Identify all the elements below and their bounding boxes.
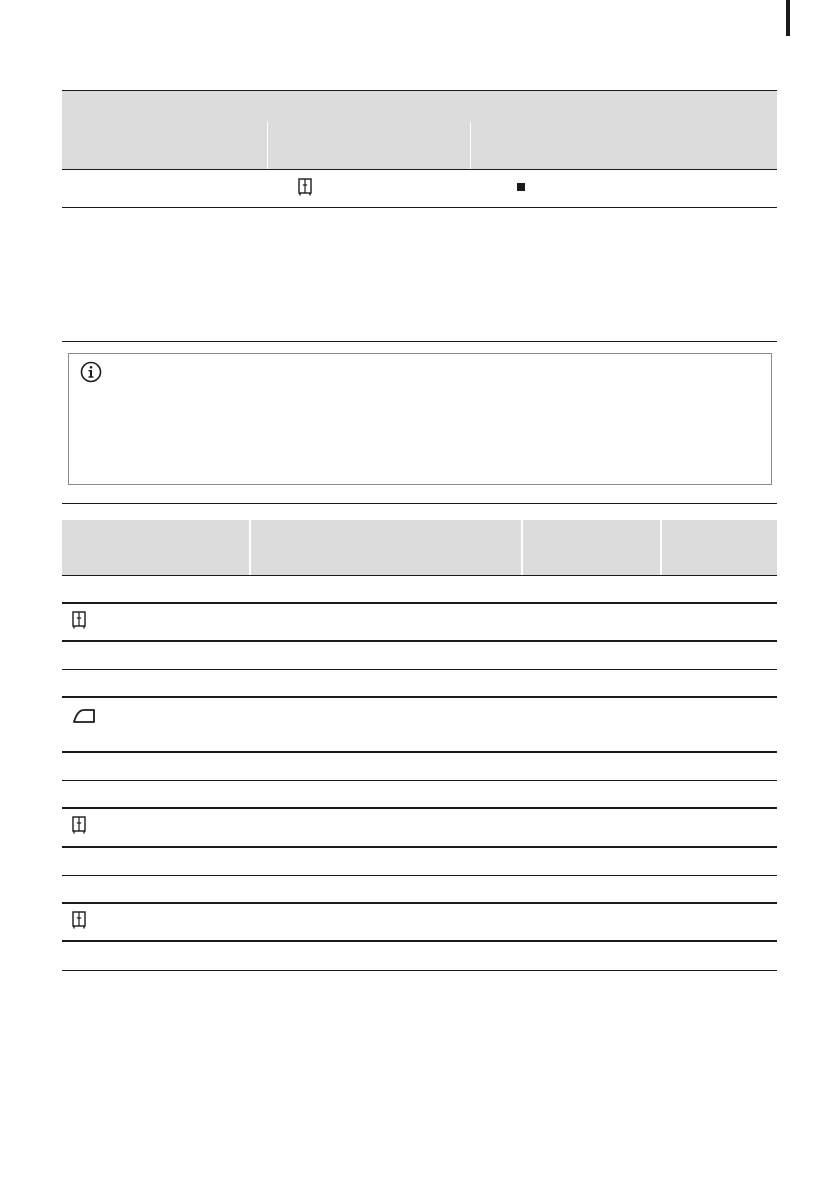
table2-row xyxy=(62,809,777,848)
table2-row xyxy=(62,876,777,904)
page-edge-marker xyxy=(786,0,790,36)
table2-col-divider xyxy=(521,520,523,575)
table2-row xyxy=(62,781,777,809)
table2-col-divider xyxy=(660,520,662,575)
cabinet-icon xyxy=(72,611,86,632)
table2-header xyxy=(62,520,777,576)
table1-header xyxy=(62,90,777,123)
table1-row xyxy=(62,170,777,208)
table2-row xyxy=(62,848,777,876)
table2-row xyxy=(62,904,777,942)
table1-subheader xyxy=(62,122,777,170)
table2-row xyxy=(62,942,777,971)
table2-row xyxy=(62,642,777,670)
table1-col-divider xyxy=(267,122,268,169)
square-bullet-icon xyxy=(517,183,525,191)
cabinet-icon xyxy=(72,911,86,932)
section-divider xyxy=(62,503,777,504)
table2-row xyxy=(62,698,777,753)
info-note-box xyxy=(68,353,772,485)
table1-body xyxy=(62,208,777,342)
cabinet-icon xyxy=(72,816,86,837)
cabinet-icon xyxy=(298,178,312,196)
table2-row xyxy=(62,575,777,604)
iron-icon xyxy=(72,706,96,727)
table2-col-divider xyxy=(249,520,251,575)
info-icon xyxy=(80,361,102,383)
table2-row xyxy=(62,670,777,698)
table2-row xyxy=(62,604,777,642)
table1-col-divider xyxy=(470,122,471,169)
table2-row xyxy=(62,753,777,781)
